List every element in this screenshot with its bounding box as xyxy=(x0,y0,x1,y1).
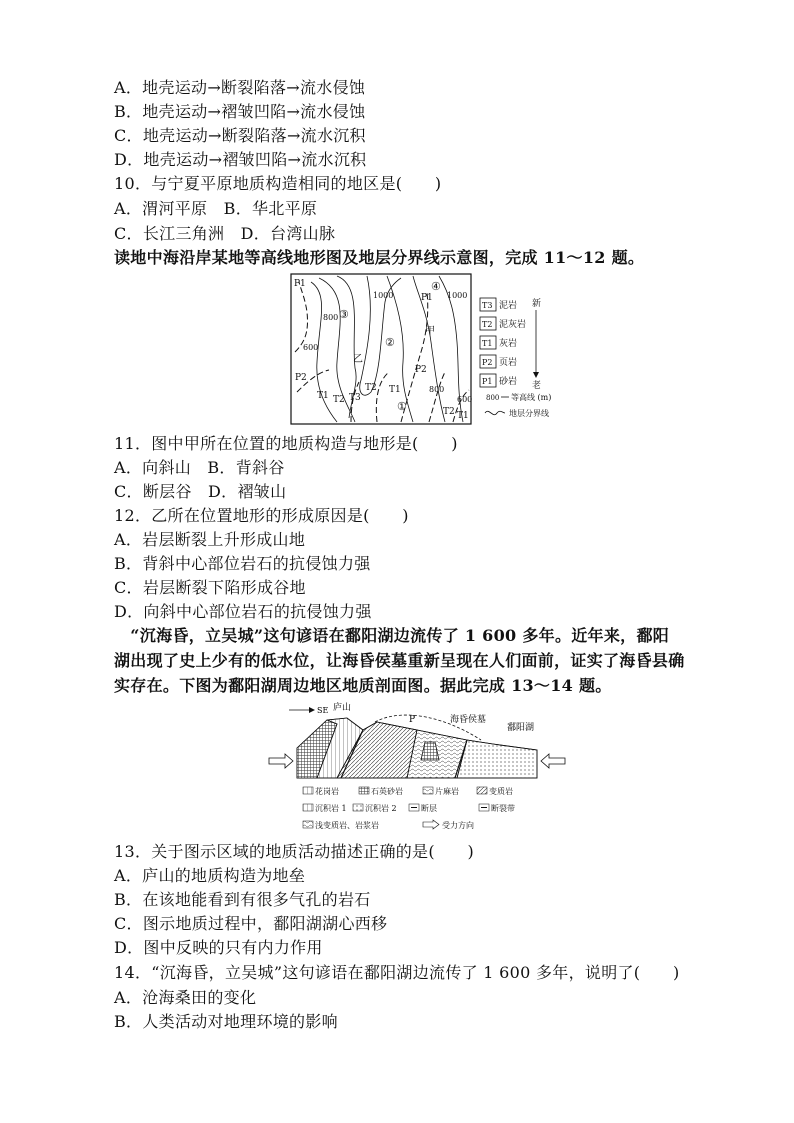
q12-stem: 12．乙所在位置地形的形成原因是( ) xyxy=(114,506,409,525)
svg-text:T2: T2 xyxy=(482,320,493,329)
legend-item xyxy=(480,336,517,349)
legend-arrow-head xyxy=(533,372,539,378)
label-jia: 甲 xyxy=(425,326,435,337)
label-contour-800: 800 xyxy=(323,313,339,322)
q13-stem: 13．关于图示区域的地质活动描述正确的是( ) xyxy=(114,842,475,861)
label-contour-600: 600 xyxy=(303,343,319,352)
q14-option-b: B．人类活动对地理环境的影响 xyxy=(114,1012,338,1031)
label-contour-800-b: 800 xyxy=(429,385,445,394)
legend-force-arrow xyxy=(423,820,439,829)
label-circle-1: ① xyxy=(397,400,407,413)
legend-quartz-sandstone: 石英砂岩 xyxy=(371,787,403,796)
svg-text:T1: T1 xyxy=(482,339,493,348)
label-circle-3: ③ xyxy=(339,308,349,321)
label-circle-4: ④ xyxy=(431,280,441,293)
label-p2-left: P2 xyxy=(295,373,307,383)
q12-option-b: B．背斜中心部位岩石的抗侵蚀力强 xyxy=(114,554,371,573)
q14-option-a: A．沧海桑田的变化 xyxy=(114,988,257,1007)
svg-text:P2: P2 xyxy=(482,358,493,367)
label-t2-b: T2 xyxy=(365,383,377,393)
legend-gneiss: 片麻岩 xyxy=(435,787,459,796)
label-p: P xyxy=(409,715,416,725)
label-t1-b: T1 xyxy=(389,385,401,395)
legend-fault: 断层 xyxy=(421,804,437,813)
legend-force-direction: 受力方向 xyxy=(442,821,474,830)
q12-option-a: A．岩层断裂上升形成山地 xyxy=(114,530,306,549)
label-p1-left: P1 xyxy=(294,279,306,289)
force-arrow-right xyxy=(541,754,565,768)
q9-option-d: D．地壳运动→褶皱凹陷→流水沉积 xyxy=(114,150,367,169)
q11-options-row1: A．向斜山 B．背斜谷 xyxy=(114,458,285,477)
q11-options-row2: C．断层谷 D．褶皱山 xyxy=(114,482,287,501)
svg-text:泥岩: 泥岩 xyxy=(499,301,518,311)
legend-item xyxy=(480,374,517,387)
legend-sediment-2: 沉积岩 2 xyxy=(365,804,397,813)
label-contour-600-b: 600 xyxy=(457,395,473,404)
intro-13-14-line1: “沉海昏，立吴城”这句谚语在鄱阳湖边流传了 1 600 多年。近年来，鄱阳 xyxy=(114,626,670,645)
legend-item xyxy=(480,317,526,330)
q13-option-a: A．庐山的地质构造为地垒 xyxy=(114,866,306,885)
contour-legend-value: 800 xyxy=(486,394,500,402)
geological-section xyxy=(267,700,567,838)
boundary-legend-label: 地层分界线 xyxy=(509,409,549,418)
label-circle-2: ② xyxy=(385,336,395,349)
label-contour-1000-b: 1000 xyxy=(447,291,468,300)
svg-text:砂岩: 砂岩 xyxy=(499,377,518,387)
legend-sediment-1: 沉积岩 1 xyxy=(315,804,347,813)
label-p1-right: P1 xyxy=(421,293,433,303)
legend-item xyxy=(480,355,517,368)
legend-old-label: 老 xyxy=(532,381,542,391)
svg-text:页岩: 页岩 xyxy=(499,358,518,368)
map-legend xyxy=(480,297,551,418)
svg-text:P1: P1 xyxy=(482,377,493,386)
q9-option-b: B．地壳运动→褶皱凹陷→流水侵蚀 xyxy=(114,102,366,121)
layer-sediment xyxy=(457,740,537,778)
label-t2-c: T2 xyxy=(443,407,455,417)
strata-boundary xyxy=(376,372,389,422)
intro-11-12: 读地中海沿岸某地等高线地形图及地层分界线示意图，完成 11～12 题。 xyxy=(114,248,645,267)
q9-option-a: A．地壳运动→断裂陷落→流水侵蚀 xyxy=(114,78,366,97)
q13-option-b: B．在该地能看到有很多气孔的岩石 xyxy=(114,890,371,909)
q13-option-d: D．图中反映的只有内力作用 xyxy=(114,938,323,957)
svg-text:泥灰岩: 泥灰岩 xyxy=(499,320,527,330)
intro-13-14-line3: 实存在。下图为鄱阳湖周边地区地质剖面图。据此完成 13～14 题。 xyxy=(114,676,612,695)
label-t3: T3 xyxy=(349,393,361,403)
contour-strata-map xyxy=(289,272,559,430)
q12-option-c: C．岩层断裂下陷形成谷地 xyxy=(114,578,306,597)
legend-item xyxy=(480,298,517,311)
legend-granite: 花岗岩 xyxy=(315,787,339,796)
q14-stem: 14．“沉海昏，立吴城”这句谚语在鄱阳湖边流传了 1 600 多年，说明了( ) xyxy=(114,963,680,982)
label-t1-c: T1 xyxy=(457,411,469,421)
label-lake: 鄱阳湖 xyxy=(507,723,535,733)
label-contour-1000: 1000 xyxy=(373,291,394,300)
svg-text:T3: T3 xyxy=(482,301,493,310)
q12-option-d: D．向斜中心部位岩石的抗侵蚀力强 xyxy=(114,602,372,621)
boundary-legend-line xyxy=(485,411,505,415)
q13-option-c: C．图示地质过程中，鄱阳湖湖心西移 xyxy=(114,914,388,933)
q9-option-c: C．地壳运动→断裂陷落→流水沉积 xyxy=(114,126,366,145)
legend-shallow-metamorphic: 浅变质岩、岩浆岩 xyxy=(315,821,379,830)
force-arrow-left xyxy=(269,754,293,768)
legend-fracture-zone: 断裂带 xyxy=(491,804,515,813)
q11-stem: 11．图中甲所在位置的地质构造与地形是( ) xyxy=(114,434,458,453)
label-yi: 乙 xyxy=(353,354,363,365)
q10-options-row1: A．渭河平原 B．华北平原 xyxy=(114,199,318,218)
q10-options-row2: C．长江三角洲 D．台湾山脉 xyxy=(114,224,336,243)
section-legend xyxy=(303,786,515,830)
q10-stem: 10．与宁夏平原地质构造相同的地区是( ) xyxy=(114,174,442,193)
strata-boundary xyxy=(295,282,308,352)
contour-legend-label: 等高线 (m) xyxy=(511,393,552,402)
svg-text:灰岩: 灰岩 xyxy=(499,339,518,349)
label-tomb: 海昏侯墓 xyxy=(450,715,487,725)
label-t2-a: T2 xyxy=(333,395,345,405)
label-se: SE xyxy=(317,706,329,715)
label-t1-a: T1 xyxy=(317,391,329,401)
se-arrow-head xyxy=(309,707,315,713)
legend-metamorphic: 变质岩 xyxy=(489,787,513,796)
legend-new-label: 新 xyxy=(532,299,542,309)
label-lushan: 庐山 xyxy=(333,703,352,713)
intro-13-14-line2: 湖出现了史上少有的低水位，让海昏侯墓重新呈现在人们面前，证实了海昏县确 xyxy=(114,651,685,670)
label-p2-right: P2 xyxy=(415,365,427,375)
